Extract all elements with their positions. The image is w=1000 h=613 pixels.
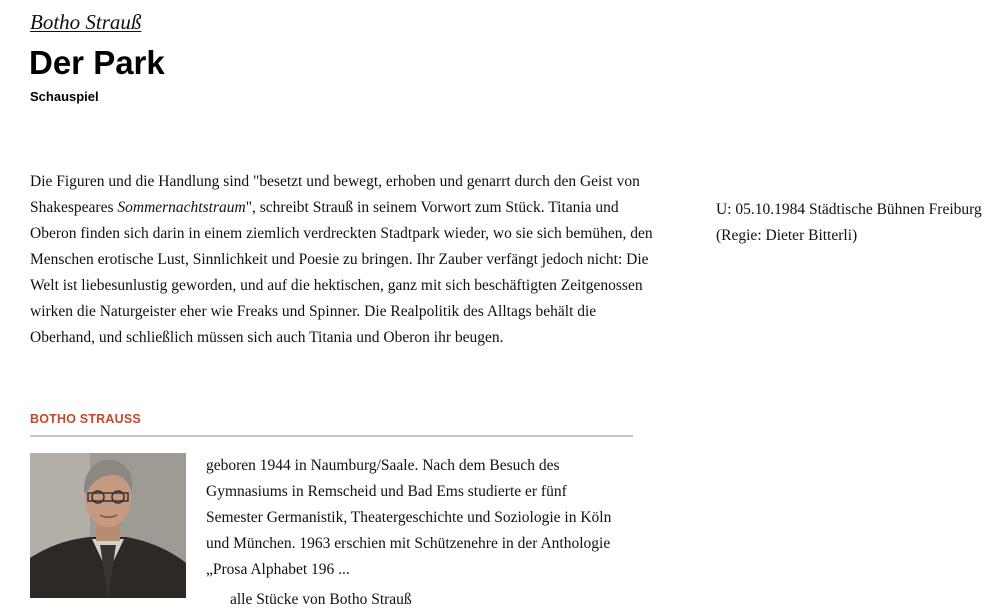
description-line: [30, 195, 690, 221]
section-divider: [30, 435, 633, 437]
description-line: wirken die Naturgeister eher wie Freaks und Spinner. Die Realpolitik des Alltags behält die: [30, 303, 597, 320]
genre-label: Schauspiel: [30, 89, 99, 104]
author-portrait: [30, 453, 186, 598]
work-title-italic: Sommernachtstraum: [117, 199, 246, 216]
description-line: Welt ist liebesunlustig geworden, und auf die hektischen, ganz mit sich beschäftigten Zeitgenossen: [30, 277, 643, 294]
author-link[interactable]: Botho Strauß: [30, 10, 142, 34]
author-section-heading: BOTHO STRAUSS: [30, 412, 141, 426]
premiere-date: U: 05.10.1984 Städtische Bühnen Freiburg: [716, 201, 982, 218]
premiere-director: (Regie: Dieter Bitterli): [716, 227, 858, 244]
all-plays-link[interactable]: alle Stücke von Botho Strauß: [230, 591, 412, 608]
description-text: Shakespeares: [30, 199, 118, 216]
play-description: [30, 169, 690, 351]
premiere-info: [716, 197, 1000, 249]
author-bio: [206, 453, 636, 583]
description-text: ", schreibt Strauß in seinem Vorwort zum Stück. Titania und: [245, 199, 619, 216]
bio-line: „Prosa Alphabet 196 ...: [206, 561, 350, 578]
bio-line: Gymnasiums in Remscheid und Bad Ems studierte er fünf: [206, 483, 567, 500]
bio-line: Semester Germanistik, Theatergeschichte und Soziologie in Köln: [206, 509, 612, 526]
description-line: Oberon finden sich darin in einem ziemlich verdreckten Stadtpark wieder, wo sie sich bemühen, den: [30, 225, 653, 242]
bio-line: und München. 1963 erschien mit Schützenehre in der Anthologie: [206, 535, 611, 552]
description-line: Oberhand, und schließlich müssen sich auch Titania und Oberon ihr beugen.: [30, 329, 504, 346]
bio-line: geboren 1944 in Naumburg/Saale. Nach dem Besuch des: [206, 457, 560, 474]
page-title: Der Park: [29, 44, 165, 81]
description-line: Die Figuren und die Handlung sind "besetzt und bewegt, erhoben und genarrt durch den Geist von: [30, 173, 640, 190]
description-line: Menschen erotische Lust, Sinnlichkeit und Poesie zu bringen. Ihr Zauber verfängt jedoch nicht: Die: [30, 251, 649, 268]
